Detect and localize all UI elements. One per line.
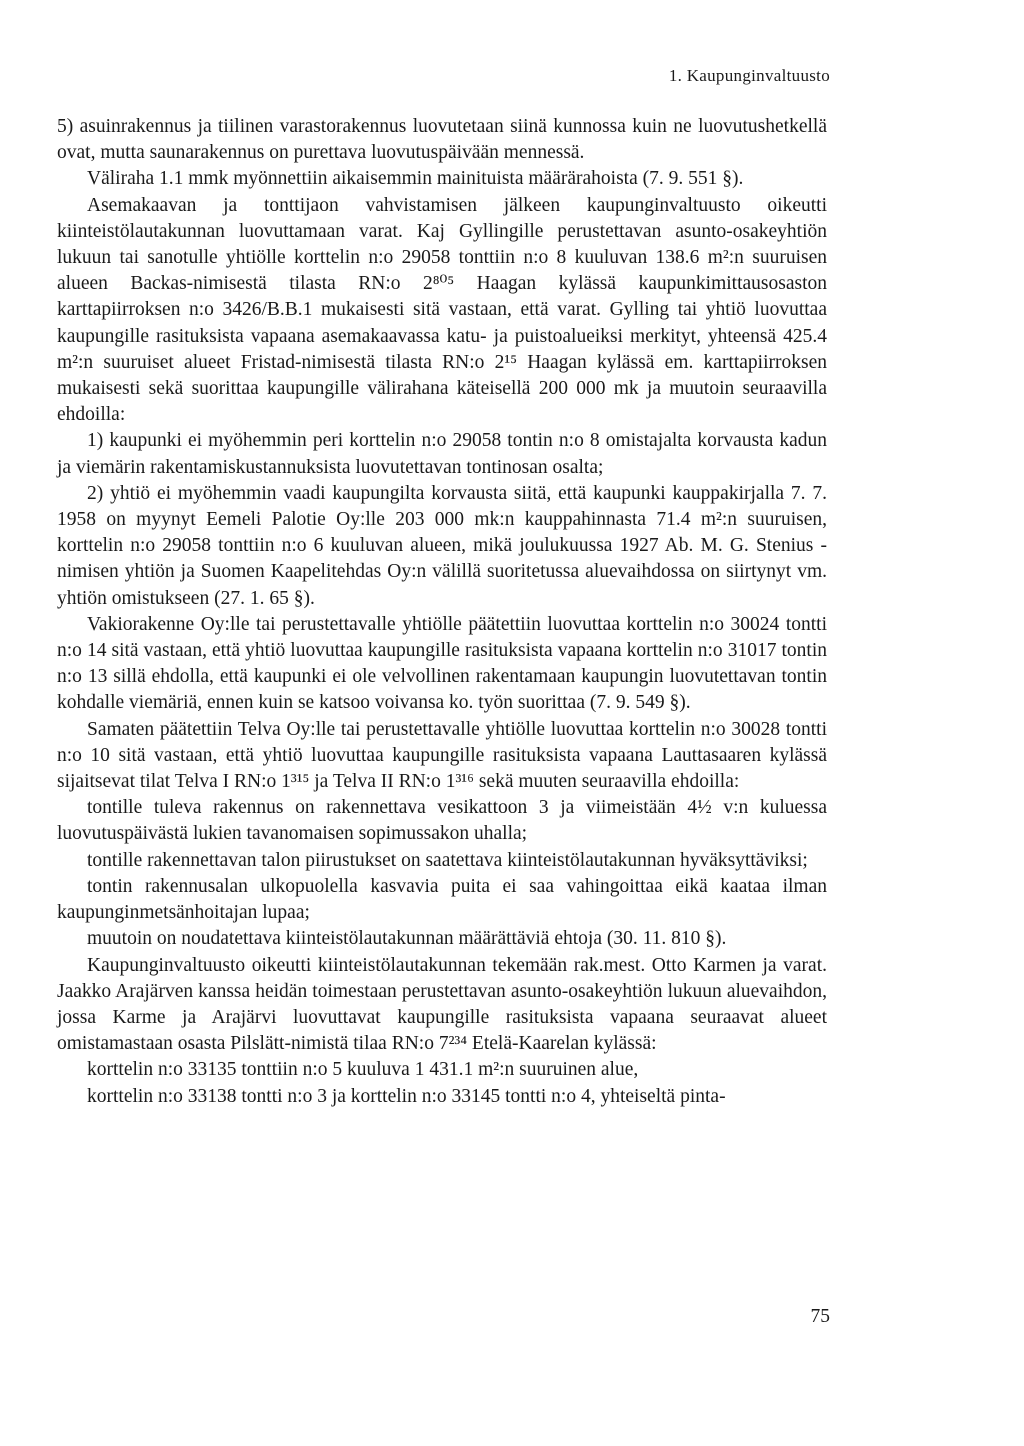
running-header: 1. Kaupunginvaltuusto [668, 66, 830, 85]
paragraph: tontille tuleva rakennus on rakennettava vesikattoon 3 ja viimeistään 4½ v:n kuluessa luovutuspäivästä lukien tavanomaisen sopimussakon uhalla; [57, 797, 827, 845]
paragraph: 2) yhtiö ei myöhemmin vaadi kaupungilta korvausta siitä, että kaupunki kauppakirjalla 7. 7. 1958 on myynyt Eemeli Palotie Oy:lle 203 000 mk:n kauppahinnasta 71.4 m²:n suuruisen, korttelin n:o 29058 tonttiin n:o 6 kuuluvan alueen, mikä joulukuussa 1927 Ab. M. G. Stenius -nimisen yhtiön ja Suomen Kaapelitehdas Oy:n välillä suoritetussa aluevaihdossa on siirtynyt vm. yhtiön omistukseen (27. 1. 65 §). [57, 482, 827, 609]
paragraph: Kaupunginvaltuusto oikeutti kiinteistölautakunnan tekemään rak.mest. Otto Karmen ja varat. Jaakko Arajärven kanssa heidän toimestaan perustettavan asunto-osakeyhtiön lukuun aluevaihdon, jossa Karme ja Arajärvi luovuttavat kaupungille rasituksista vapaana seuraavat alueet omistamastaan osasta Pilslätt-nimistä tilaa RN:o 7²³⁴ Etelä-Kaarelan kylässä: [57, 954, 827, 1055]
paragraph: korttelin n:o 33135 tonttiin n:o 5 kuuluva 1 431.1 m²:n suuruinen alue, [87, 1059, 639, 1081]
paragraph: 1) kaupunki ei myöhemmin peri korttelin n:o 29058 tontin n:o 8 omistajalta korvausta kadun ja viemärin rakentamiskustannuksista luovutettavan tontinosan osalta; [57, 430, 827, 478]
paragraph: Väliraha 1.1 mmk myönnettiin aikaisemmin mainituista määrärahoista (7. 9. 551 §). [87, 168, 744, 190]
paragraph: Asemakaavan ja tonttijaon vahvistamisen jälkeen kaupunginvaltuusto oikeutti kiinteistölautakunnan luovuttamaan varat. Kaj Gyllingille perustettavan asunto-osakeyhtiön lukuun tai sanotulle yhtiölle korttelin n:o 29058 tonttiin n:o 8 kuuluvan 138.6 m²:n suuruisen alueen Backas-nimisestä tilasta RN:o 2⁸⁰⁵ Haagan kylässä kaupunkimittausosaston karttapiirroksen n:o 3426/B.B.1 mukaisesti sitä vastaan, että varat. Gylling tai yhtiö luovuttaa kaupungille rasituksista vapaana asemakaavassa katu- ja puistoalueiksi merkityt, yhteensä 425.4 m²:n suuruiset alueet Fristad-nimisestä tilasta RN:o 2¹⁵ Haagan kylässä em. karttapiirroksen mukaisesti sekä suorittaa kaupungille välirahana käteisellä 200 000 mk ja muutoin seuraavilla ehdoilla: [57, 194, 827, 426]
paragraph: korttelin n:o 33138 tontti n:o 3 ja korttelin n:o 33145 tontti n:o 4, yhteiseltä pinta- [87, 1085, 726, 1107]
page-body [57, 114, 827, 1110]
paragraph: tontin rakennusalan ulkopuolella kasvavia puita ei saa vahingoittaa eikä kaataa ilman kaupunginmetsänhoitajan lupaa; [57, 875, 827, 924]
paragraph: Vakiorakenne Oy:lle tai perustettavalle yhtiölle päätettiin luovuttaa korttelin n:o 30024 tontti n:o 14 sitä vastaan, että yhtiö luovuttaa kaupungille rasituksista vapaana korttelin n:o 31017 tontin n:o 13 sillä ehdolla, että kaupunki ei ole velvollinen rakentamaan kaupungin luovutettavan tontin kohdalle viemäriä, ennen kuin se katsoo voivansa ko. työn suorittaa (7. 9. 549 §). [57, 613, 827, 714]
paragraph: muutoin on noudatettava kiinteistölautakunnan määrättäviä ehtoja (30. 11. 810 §). [87, 928, 727, 950]
paragraph: tontille rakennettavan talon piirustukset on saatettava kiinteistölautakunnan hyväksyttäviksi; [87, 849, 808, 871]
paragraph: Samaten päätettiin Telva Oy:lle tai perustettavalle yhtiölle luovuttaa korttelin n:o 30028 tontti n:o 10 sitä vastaan, että yhtiö luovuttaa kaupungille rasituksista vapaana Lauttasaaren kylässä sijaitsevat tilat Telva I RN:o 1³¹⁵ ja Telva II RN:o 1³¹⁶ sekä muuten seuraavilla ehdoilla: [57, 718, 827, 793]
paragraph: 5) asuinrakennus ja tiilinen varastorakennus luovutetaan siinä kunnossa kuin ne luovutushetkellä ovat, mutta saunarakennus on purettava luovutuspäivään mennessä. [57, 116, 827, 164]
page-number: 75 [810, 1306, 830, 1327]
